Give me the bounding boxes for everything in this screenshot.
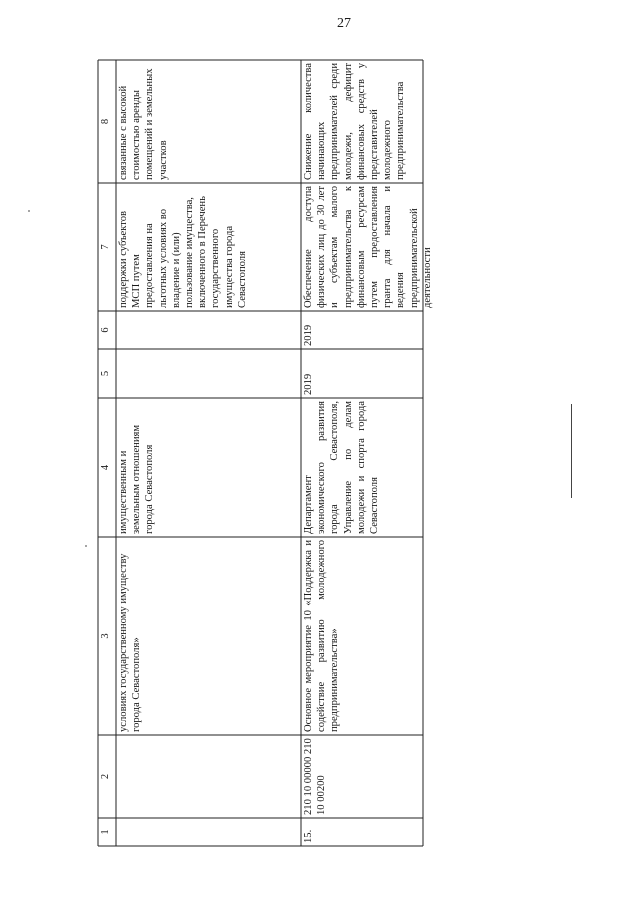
- table-cell-name: [301, 537, 423, 735]
- table-cell-num: [116, 818, 301, 846]
- table-cell-consequences: [301, 60, 423, 183]
- table-cell-consequences: [116, 60, 301, 183]
- table-cell-executor: [301, 398, 423, 537]
- table-cell-consequences-text: Снижение количества начинающих предпринимателей среди молодежи, дефицит финансовых средств у представителей молодежного предпринимательства: [303, 63, 407, 180]
- table-cell-executor: [116, 398, 301, 537]
- table-cell-num: [301, 818, 423, 846]
- table-cell-start: [301, 349, 423, 398]
- table-cell-name-text: Основное мероприятие 10 «Поддержка и содействие развитию молодежного предпринимательства»: [303, 540, 341, 732]
- table-cell-name: [116, 537, 301, 735]
- table-cell-code: [301, 735, 423, 818]
- table-cell-num-text: 15.: [303, 829, 314, 843]
- table-cell-consequences-text: связанные с высокой стоимостью аренды помещений и земельных участков: [118, 68, 169, 180]
- scan-dot: [28, 210, 30, 212]
- header-cell-text: 1: [100, 829, 111, 835]
- table-cell-name-text: условиях государственному имуществу города Севастополя»: [118, 553, 143, 732]
- table-cell-end-text: 2019: [303, 324, 314, 346]
- header-cell-text: 8: [100, 118, 111, 125]
- header-cell-text: 7: [100, 244, 111, 250]
- header-cell: [98, 537, 116, 735]
- page-number: 27: [337, 16, 351, 31]
- table-cell-result-text: Обеспечение доступа физических лиц до 30 лет и субъектам малого предпринимательства к финансовым ресурсам путем предоставления гранта для начала и ведения предпринимательской деятельности: [303, 186, 433, 308]
- header-cell: [98, 183, 116, 311]
- header-cell-text: 6: [100, 327, 111, 333]
- table-cell-start-text: 2019: [303, 373, 314, 395]
- table-cell-start: [116, 349, 301, 398]
- header-cell-text: 5: [100, 370, 111, 377]
- header-cell: [98, 311, 116, 349]
- header-cell-text: 4: [100, 464, 111, 471]
- header-cell: [98, 398, 116, 537]
- table-cell-executor-text: Департамент экономического развития города Севастополя, Управление по делам молодежи и спорта города Севастополя: [303, 401, 381, 534]
- header-cell: [98, 818, 116, 846]
- table-cell-end-text: [117, 314, 300, 346]
- header-cell: [98, 60, 116, 183]
- table-cell-code-text: [117, 738, 300, 815]
- table-cell-result-text: поддержки субъектов МСП путем предоставления на льготных условиях во владение и (или) пользование имущества, включенного в Перечень государственного имущества города Севастополя: [118, 196, 248, 308]
- table-cell-num-text: [117, 821, 300, 843]
- table-cell-code-text: 210 10 00000 210 10 00200: [303, 738, 328, 815]
- header-cell-text: 2: [100, 773, 111, 780]
- table-cell-result: [116, 183, 301, 311]
- table-cell-code: [116, 735, 301, 818]
- table-cell-end: [301, 311, 423, 349]
- table-cell-result: [301, 183, 433, 311]
- scan-dot: [85, 545, 87, 547]
- header-cell-text: 3: [100, 633, 111, 639]
- header-cell: [98, 349, 116, 398]
- table-cell-start-text: [117, 352, 300, 395]
- header-cell: [98, 735, 116, 818]
- table-cell-executor-text: имущественным и земельным отношениям города Севастополя: [118, 424, 156, 534]
- margin-line: [571, 404, 572, 498]
- table-cell-end: [116, 311, 301, 349]
